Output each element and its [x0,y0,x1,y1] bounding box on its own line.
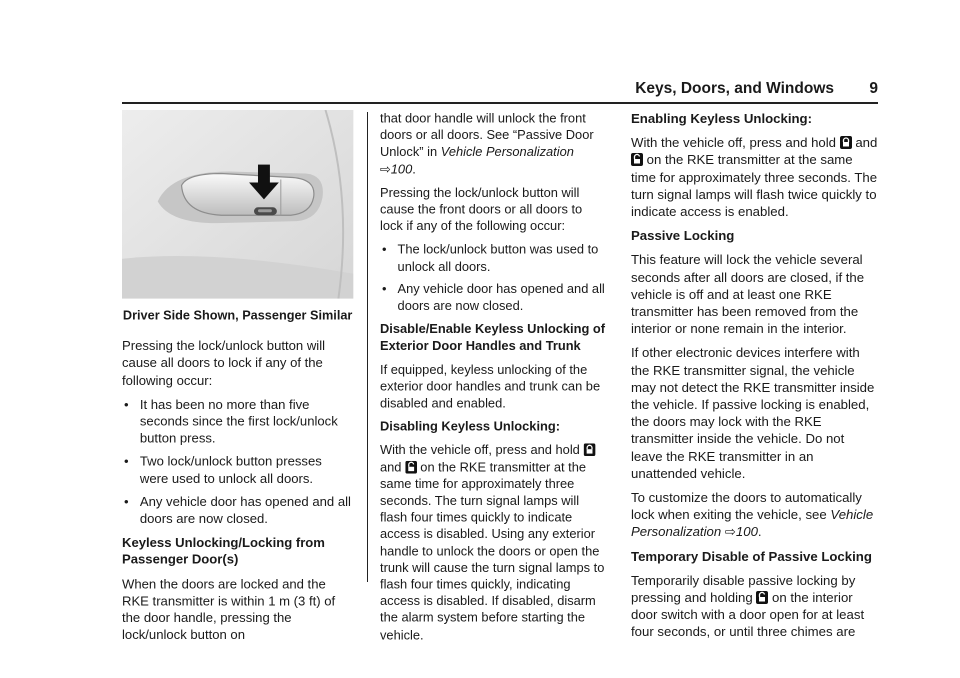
section-heading: Temporary Disable of Passive Locking [631,548,872,564]
unlock-icon [405,461,417,474]
paragraph: With the vehicle off, press and hold and on the RKE transmitter at the same time for approximately three seconds. The turn signal lamps will flash twice quickly to indicate access is enabled. [631,135,878,220]
page-ref-icon: ⇨ [380,161,391,176]
subheading: Disabling Keyless Unlocking: [380,419,561,434]
section-heading: Disable/Enable Keyless Unlocking of Exterior Door Handles and Trunk [380,321,606,354]
section-heading: Keyless Unlocking/Locking from Passenger Door(s) [122,535,325,568]
paragraph: To customize the doors to automatically lock when exiting the vehicle, see Vehicle Personalization ⇨100. [631,490,874,540]
list-item: • Any vehicle door has opened and all doors are now closed. [380,280,607,314]
cross-reference-link[interactable]: Vehicle Personalization [631,507,874,540]
unlock-icon [631,153,643,166]
paragraph: that door handle will unlock the front doors or all doors. See “Passive Door Unlock” in Vehicle Personalization ⇨100. [380,110,594,176]
page-number: 9 [869,80,878,97]
subheading: Enabling Keyless Unlocking: [631,111,812,126]
unlock-icon [756,591,768,604]
page-ref-icon: ⇨ [724,524,736,540]
paragraph: When the doors are locked and the RKE transmitter is within 1 m (3 ft) of the door handle, pressing the lock/unlock button on [122,576,336,643]
section-heading: Passive Locking [631,228,735,244]
paragraph: If other electronic devices interfere with the RKE transmitter signal, the vehicle may not detect the RKE transmitter inside the vehicle. If passive locking is enabled, the doors may lock with the RKE transmitter inside the vehicle. Do not leave the RKE transmitter in an unattended vehicle. [631,345,875,481]
list-item: • Two lock/unlock button presses were used to unlock all doors. [122,453,353,487]
lock-icon [583,444,595,457]
list-item: • It has been no more than five seconds since the first lock/unlock button press. [122,396,353,447]
bullet-list [380,241,607,314]
column-2 [380,110,607,650]
section-title: Keys, Doors, and Windows [635,80,834,97]
paragraph: This feature will lock the vehicle several seconds after all doors are closed, if the vehicle is off and at least one RKE transmitter has been removed from the interior or none remain in the interior. [631,252,865,337]
door-handle-illustration [122,110,353,299]
page-reference[interactable]: 100 [390,161,413,176]
paragraph: Pressing the lock/unlock button will cause the front doors or all doors to lock if any of the following occur: [380,184,583,234]
paragraph: If equipped, keyless unlocking of the exterior door handles and trunk can be disabled and enabled. [380,362,601,411]
list-item: • The lock/unlock button was used to unlock all doors. [380,241,607,275]
column-1 [122,110,353,650]
paragraph: Temporarily disable passive locking by pressing and holding on the interior door switch with a door open for at least four seconds, or until three chimes are [631,572,865,640]
paragraph: With the vehicle off, press and hold and on the RKE transmitter at the same time for approximately three seconds. The turn signal lamps will flash four times quickly to indicate access is disabled. Using any exterior handle to unlock the doors or open the trunk will cause the turn signal lamps to flash four times quickly, indicating access is disabled. If disabled, disarm the alarm system before starting the vehicle. [380,442,605,642]
paragraph: Pressing the lock/unlock button will cause all doors to lock if any of the following occur: [122,338,326,388]
bullet-list [122,396,353,527]
lock-icon [840,136,852,149]
column-divider [367,112,368,582]
list-item: • Any vehicle door has opened and all doors are now closed. [122,493,353,527]
door-handle-figure [122,110,353,299]
page-reference[interactable]: 100 [735,524,758,540]
figure-caption: Driver Side Shown, Passenger Similar [122,307,353,323]
column-3 [631,110,879,648]
page-header [122,78,878,104]
cross-reference-link[interactable]: Vehicle Personalization [440,144,574,160]
